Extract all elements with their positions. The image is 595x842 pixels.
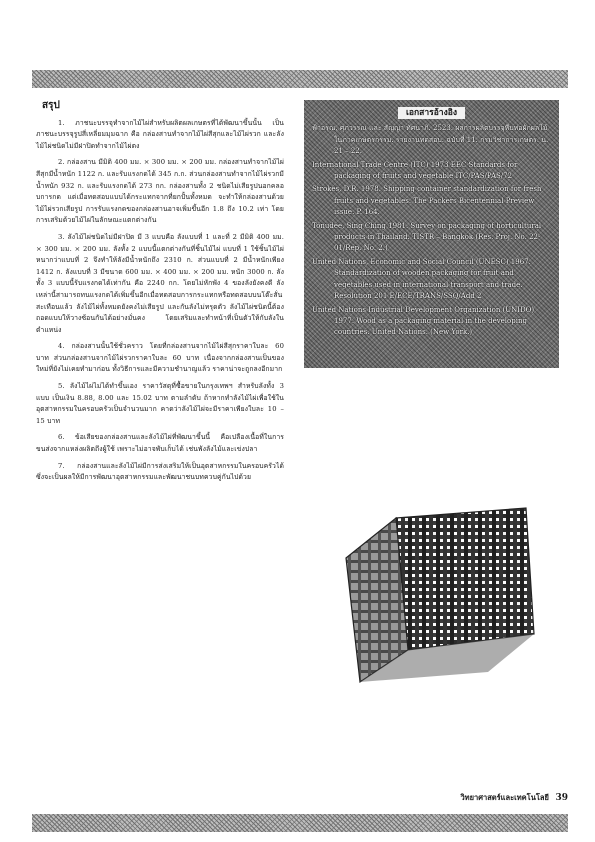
summary-paragraph-6: 6. ข้อเสียของกล่องสานและลังไม้ไผ่ที่พัฒนาขึ้นนี้ คือเปลืองเนื้อที่ในการขนส่งจากแหล่งผลิตถึงผู้ใช้ เพราะไม่อาจพับเก็บได้ เช่นพังลังไม้และเข่งปลา [36,433,284,454]
summary-paragraph-7: 7. กล่องสานและลังไม้ไผ่มีการส่งเสริมให้เป็นอุตสาหกรรมในครอบครัวได้ ซึ่งจะเป็นผลให้มีการพัฒนาอุตสาหกรรมและพัฒนาชนบทควบคู่กันไปด้วย [36,461,284,482]
top-decorative-band [32,70,568,88]
summary-paragraph-1: 1. ภาชนะบรรจุทำจากไม้ไผ่สำหรับผลิตผลเกษตรที่ได้พัฒนาขึ้นนั้น เป็นภาชนะบรรจุรูปสี่เหลี่ยมมุมฉาก คือ กล่องสานทำจากไม้ไผ่สีสุกและไม้ไผ่รวก และลังไม้ไผ่ชนิดไม่มีฝาปิดทำจากไม้ไผ่ตง [36,118,284,150]
summary-heading: สรุป [42,100,60,111]
summary-column [36,100,284,489]
summary-paragraph-2: 2. กล่องสาน มีมิติ 400 มม. × 300 มม. × 200 มม. กล่องสานทำจากไม้ไผ่สีสุกมีน้ำหนัก 1122 ก. และรับแรงกดได้ 345 ก.ก. ส่วนกล่องสานทำจากไม้ไผ่รวกมีน้ำหนัก 932 ก. และรับแรงกดได้ 273 กก. กล่องสานทั้ง 2 ชนิดไม่เสียรูปนอกคลอบการกด แต่เมื่อทดสอบแบบได้กระแทกจากที่ยกปั้นทั้งหมด จะทำให้กล่องสานด้วยไม้ไผ่รวกเสียรูป การรับแรงกดของกล่องสานอาจเพิ่มขึ้นอีก 1.8 ถึง 10.2 เท่า โดยการเสริมด้วยไม้ไผ่ในลักษณะแตกต่างกัน [36,158,284,225]
journal-name: วิทยาศาสตร์และเทคโนโลยี [460,793,549,802]
references-title: เอกสารอ้างอิง [312,108,551,119]
reference-item: International Trade Centre (ITC) 1973 EEC Standards for packaging of fruits and vegetable ITC/PAS/PAS/72 [312,160,518,181]
references-box [304,100,559,368]
reference-item: Tonudee, Sing Ching 1981. Survey on packaging of horticultural products in Thailand. TISTR – Bangkok (Res. Proj. No. 22-01/Rep. No. 2.) [312,221,542,253]
summary-paragraph-5: 5. ลังไม้ไผ่ไม่ได้ทำขึ้นเอง ราคาวัสดุที่ซื้อขายในกรุงเทพฯ สำหรับลังทั้ง 3 แบบ เป็นเงิน 8.88, 8.00 และ 15.02 บาท ตามลำดับ ถ้าหากทำลังไม้ไผ่เพื่อใช้ในอุตสาหกรรมในครอบครัวเป็นจำนวนมาก คาดว่าลังไม้ไผ่จะมีราคาเพียงใบละ 10 – 15 บาท [36,382,284,425]
reference-item: United Nations Industrial Development Organization (UNIDO) 1977. Wood as a packaging material in the developing countries. United Nations. (New York.) [312,305,535,337]
reference-item: ฟ้าอรุณ, ศุภวรรณ และ สัญญา ทัศนาภิ. 2523. ผลการผลิตบรรจุหีบห่อผักผลไม้ในภาคเกษตรกรรม. รายงานทดสอบ. ฉบับที่ 11. กรมวิชาการเกษตร. น. 21 – 22. [312,124,549,156]
reference-item: United Nations, Economic and Social Council (UNESC) 1967. Standardization of wooden packaging for fruit and vegetables used in international transport and trade. Resolution 201 E/ECE/TRANS/SSQ/Add 2 [312,257,531,301]
page-number: 39 [555,793,568,803]
woven-bamboo-box-photo [338,500,538,690]
summary-paragraph-4: 4. กล่องสานนั้นใช้ชั่วคราว โดยที่กล่องสานจากไม้ไผ่สีสุกราคาใบละ 60 บาท ส่วนกล่องสานจากไม้ไผ่รวกราคาใบละ 60 บาท เนื่องจากกล่องสานเป็นของใหม่ที่ยังไม่เคยทำมาก่อน ทั้งวิธีการและมีความชำนาญแล้ว ราคาน่าจะถูกลงอีกมาก [36,342,284,374]
summary-paragraph-3: 3. ลังไม้ไผ่ชนิดไม่มีฝาปิด มี 3 แบบคือ ลังแบบที่ 1 และที่ 2 มีมิติ 400 มม. × 300 มม. × 200 มม. ลังทั้ง 2 แบบนี้แตกต่างกันที่ชิ้นไม้ไผ่ แบบที่ 1 ใช้ชิ้นไม้ไผ่หนากว่าแบบที่ 2 จึงทำให้ลังมีน้ำหนักถึง 2310 ก. ส่วนแบบที่ 2 มีน้ำหนักเพียง 1412 ก. ลังแบบที่ 3 มีขนาด 600 มม. × 400 มม. × 200 มม. หนัก 3000 ก. ลังทั้ง 3 แบบนี้รับแรงกดได้เท่ากัน คือ 2240 กก. โดยไม่หักพัง 4 ของลังยังคงดี ลังเหล่านี้สามารถทนแรงกดได้เพิ่มขึ้นอีกเมื่อทดสอบการกระแทกหรือทดสอบบนโต๊ะสั่นสะเทือนแล้ว ลังไม้ไผ่ทั้งหมดยังคงไม่เสียรูป และกันลังไม่ทรุดตัว ลังไม้ไผ่ชนิดนี้ต้องถอดแบบให้วางซ้อนกันได้อย่างมั่นคง โดยเสริมและทำหน้าที่เป็นตัวให้กับลังในตำแหน่ง [36,232,284,334]
bottom-decorative-band [32,814,568,832]
reference-item: Strokes, D.R. 1978. Shipping container standardization for fresh fruits and vegetables. The Packers Bicentennial Preview issue. P. 164. [312,185,542,217]
page-footer [448,792,568,804]
